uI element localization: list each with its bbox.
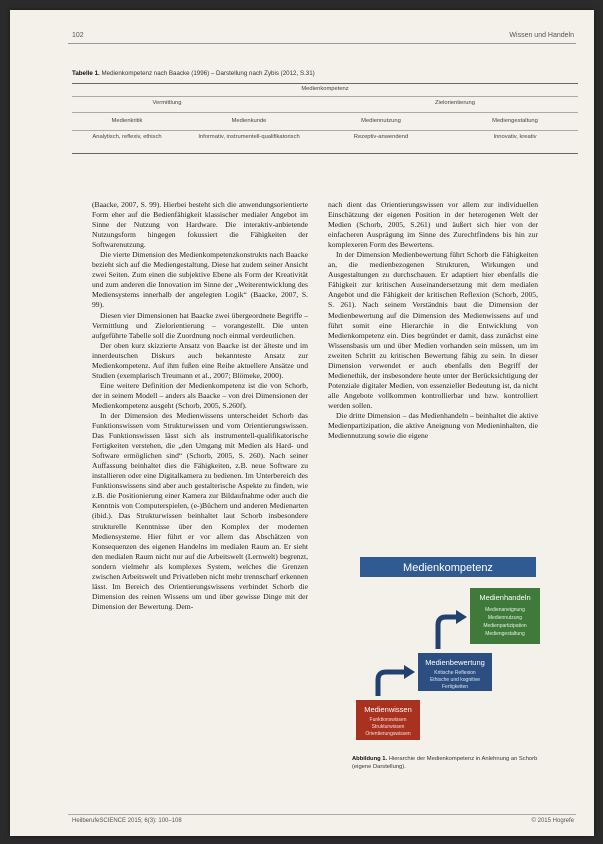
- figure-caption-label: Abbildung 1.: [352, 756, 388, 762]
- paragraph: (Baacke, 2007, S. 99). Hierbei besteht sich die anwendungsorientierte Form eher auf die Bedienfähigkeit klassischer medialer Angebot im Sinne der Nutzung von Hardware. Die interaktiv-anbietende Nutzungsform hingegen fokussiert die Fähigkeiten der Softwarenutzung.: [92, 200, 308, 250]
- table-cell-analytisch: Analytisch, reflexiv, ethisch: [92, 134, 162, 140]
- medienhandeln-title: Medienhandeln: [479, 593, 531, 602]
- medienkompetenz-figure: [352, 553, 542, 748]
- arrow-head-icon: [456, 610, 467, 624]
- medienwissen-line: Strukturwissen: [371, 724, 405, 730]
- table-rule: [72, 112, 578, 113]
- table-rule-bottom: [72, 153, 578, 154]
- medienbewertung-line: Kritische Reflexion: [434, 670, 476, 676]
- medienhandeln-line: Mediengestaltung: [485, 631, 525, 637]
- paragraph: Die dritte Dimension – das Medienhandeln – beinhaltet die aktive Medienpartizipation, die aktive Aneignung von Medieninhalten, die Mediennutzung sowie die eigene: [328, 410, 538, 441]
- table-caption: [72, 70, 315, 77]
- left-column: [92, 200, 308, 612]
- table-cell-medienkunde: Medienkunde: [231, 118, 267, 124]
- header-rule: [68, 43, 576, 44]
- medienhandeln-line: Mediennutzung: [487, 615, 523, 621]
- paragraph: Diesen vier Dimensionen hat Baacke zwei übergeordnete Begriffe – Vermittlung und Zielorientierung – vorangestellt. Die unten aufgeführte Tabelle soll die Zuordnung noch einmal verdeutlichen.: [92, 310, 308, 340]
- table-rule: [72, 130, 578, 131]
- figure-caption: [352, 755, 548, 771]
- page-number: 102: [72, 32, 84, 39]
- table-cell-top: Medienkompetenz: [301, 86, 349, 92]
- table-caption-label: Tabelle 1.: [72, 70, 100, 77]
- arrow-icon: [378, 672, 404, 696]
- right-column: [328, 200, 538, 441]
- table-caption-text: Medienkompetenz nach Baacke (1996) – Darstellung nach Zybis (2012, S.31): [101, 70, 315, 77]
- footer-rule: [68, 814, 576, 815]
- paragraph: In der Dimension Medienbewertung führt Schorb die Fähigkeiten an, die medienbezogenen Strukturen, Wirkungen und Ausgestaltungen zu durchschauen. Er adaptiert hier ebenfalls die Fähigkeit zur kritischen Auseinandersetzung mit dem medialen Angebot und die Fähigkeit der kritischen Reflexion (Schorb, 2005, S. 261). Nach seinem Verständnis baut die Dimension der Medienbewertung auf die Dimension des Medienwissens auf und führt somit eine Hierarchie in die Entwicklung von Medienkompetenz ein. Dies begründet er damit, dass zunächst eine Wissensbasis um und über Medien vorhanden sein müssen, um im zweiten Schritt zu kritischen Bewertung fähig zu sein. In dieser Dimension verwendet er auch ebenfalls den Begriff der Medienethik, der insbesondere heute unter der Berücksichtigung der Potenziale digitaler Medien, von essenzieller Bedeutung ist, da nicht alle Angebote vollkommen kontrollierbar und bzw. kontrolliert werden sollen.: [328, 250, 538, 410]
- table-cell-zielorientierung: Zielorientierung: [435, 100, 475, 106]
- running-title: Wissen und Handeln: [509, 32, 574, 39]
- table-rule: [72, 96, 578, 97]
- paragraph: Der oben kurz skizzierte Ansatz von Baacke ist der älteste und im innerdeutschen Diskurs auch bekannteste Ansatz zur Medienkompetenz. Auf ihm fußen eine Reihe aktuellere Ansätze und Studien (exemplarisch Treumann et al., 2007; Blömeke, 2000).: [92, 340, 308, 380]
- table-cell-medienkritik: Medienkritik: [111, 118, 143, 124]
- medienwissen-line: Funktionswissen: [369, 717, 407, 723]
- arrow-icon: [438, 617, 456, 649]
- paragraph: nach dient das Orientierungswissen vor allem zur individuellen Einschätzung der eigenen Position in der heterogenen Welt der Medien (Schorb, 2005, S.261) und äußert sich hier von der einfacheren Ausprägung im Sinne des Zurechtfindens bis hin zur komplexeren Form des Bewertens.: [328, 200, 538, 250]
- medienhandeln-line: Medienaneignung: [485, 607, 525, 613]
- medienwissen-line: Orientierungswissen: [365, 731, 411, 737]
- medienwissen-title: Medienwissen: [364, 705, 412, 714]
- arrow-head-icon: [404, 665, 415, 679]
- paragraph: Die vierte Dimension des Medienkompetenzkonstrukts nach Baacke bezieht sich auf die Mediengestaltung. Diese hat zudem seiner Ansicht zwei Seiten. Zum einen die subjektive Ebene als Form der Kreativität und zum anderen die Innovation im Sinne der „Weiterentwicklung des Mediensystems innerhalb der angelegten Logik“ (Baacke, 2007, S. 99).: [92, 250, 308, 310]
- figure-title: Medienkompetenz: [403, 562, 493, 574]
- table-cell-rezeptiv: Rezeptiv-anwendend: [353, 134, 409, 140]
- footer-citation: HeilberufeSCIENCE 2015; 6(3): 100–108: [72, 818, 182, 824]
- footer-copyright: © 2015 Hogrefe: [531, 818, 574, 824]
- table-cell-informativ: Informativ, instrumentell-qualifikatorisch: [198, 134, 300, 140]
- competence-table: [72, 83, 578, 178]
- paragraph: In der Dimension des Medienwissens unterscheidet Schorb das Funktionswissen vom Strukturwissen und vom Orientierungswissen. Das Funktionswissen lässt sich als instrumentell-qualifikatorische Fertigkeiten verstehen, die „den Umgang mit Medien als Hard- und Software ermöglichen sind“ (Schorb, 2005, S. 260). Nach seiner Auffassung beinhaltet dies die Fähigkeiten, z.B. neue Software zu installieren oder eine Digitalkamera zu bedienen. Im Unterbereich des Funktionswissens sind aber auch gestalterische Aspekte zu finden, wie z.B. die Positionierung einer Kamera zur Bildaufnahme oder auch die Kenntnis von Computerspielen, (e-)Büchern und anderen Medienarten (ibid.). Das Strukturwissen beinhaltet laut Schorb insbesondere strukturelle Kenntnisse über den Komplex der modernen Mediensysteme. Hier führt er vor allem das Abschätzen von Konsequenzen des eigenen Handelns im medialen Raum an. Er sieht den medialen Raum nicht nur auf die Arbeitswelt (Lernwelt) begrenzt, sondern vielmehr als komplexes System, welches die Grenzen zwischen Arbeitswelt und Privatleben nicht mehr trennscharf erkennen lässt. Im Bereich des Orientierungswissens verbindet Schorb die Dimension des reinen Wissens um und über gewisse Dinge mit der Dimension der Bewertung. Dem-: [92, 410, 308, 611]
- table-cell-mediengestaltung: Mediengestaltung: [492, 118, 538, 124]
- table-cell-innovativ: Innovativ, kreativ: [493, 134, 537, 140]
- medienbewertung-line: Ethische und kognitive: [429, 677, 481, 683]
- medienbewertung-line: Fertigkeiten: [441, 684, 469, 690]
- figure-caption-text: Hierarchie der Medienkompetenz in Anlehnung an Schorb (eigene Darstellung).: [352, 756, 538, 770]
- document-page: [10, 10, 594, 836]
- table-rule-top: [72, 83, 578, 84]
- medienhandeln-line: Medienpartizipation: [483, 623, 527, 629]
- table-cell-mediennutzung: Mediennutzung: [361, 118, 401, 124]
- medienbewertung-title: Medienbewertung: [425, 658, 485, 667]
- paragraph: Eine weitere Definition der Medienkompetenz ist die von Schorb, der in seinem Modell – anders als Baacke – von drei Dimensionen der Medienkompetenz ausgeht (Schorb, 2005, S.260f).: [92, 380, 308, 410]
- table-cell-vermittlung: Vermittlung: [152, 100, 182, 106]
